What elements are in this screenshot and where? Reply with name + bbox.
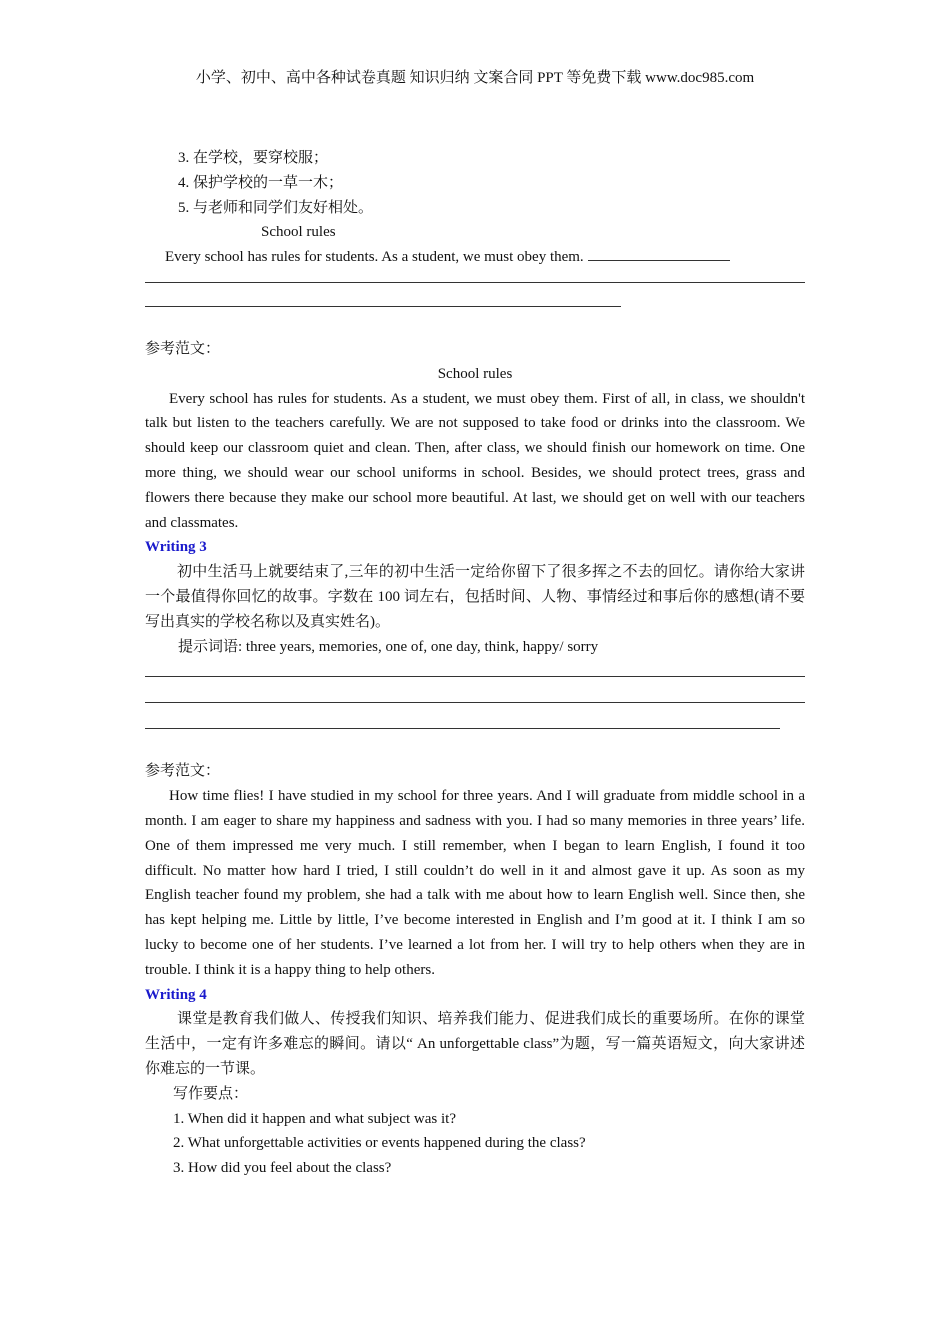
page-header: 小学、初中、高中各种试卷真题 知识归纳 文案合同 PPT 等免费下载 www.doc985.com <box>195 70 755 86</box>
points-label: 写作要点： <box>173 1085 249 1102</box>
essay-starter: Every school has rules for students. As a student, we must obey them. <box>165 249 584 266</box>
answer-blank <box>588 246 730 261</box>
section-heading: Writing 4 <box>145 986 207 1003</box>
list-item: 4. 保护学校的一草一木； <box>178 174 344 191</box>
list-item: 2. What unforgettable activities or events happened during the class? <box>173 1135 586 1152</box>
sample-essay: Every school has rules for students. As a student, we must obey them. First of all, in class, we shouldn't talk but listen to the teachers carefully. We are not supposed to take food or drinks into the classroom. We should keep our classroom quiet and clean. Then, after class, we should finish our homework on time. One more thing, we should wear our school uniforms in school. Besides, we should protect trees, grass and flowers there because they make our school more beautiful. At last, we should get on well with our teachers and classmates. <box>145 390 805 531</box>
list-item: 1. When did it happen and what subject was it? <box>173 1110 456 1127</box>
document-body <box>145 146 805 1181</box>
list-item: 3. How did you feel about the class? <box>173 1160 392 1177</box>
essay-title: School rules <box>261 224 336 241</box>
writing-prompt: 课堂是教育我们做人、传授我们知识、培养我们能力、促进我们成长的重要场所。在你的课堂生活中，一定有许多难忘的瞬间。请以“ An unforgettable class”为题，写一篇英语短文，向大家讲述你难忘的一节课。 <box>145 1011 805 1077</box>
sample-title: School rules <box>437 365 513 382</box>
section-heading: Writing 3 <box>145 539 207 556</box>
sample-label: 参考范文： <box>145 763 221 780</box>
writing-prompt: 初中生活马上就要结束了,三年的初中生活一定给你留下了很多挥之不去的回忆。请你给大家讲一个最值得你回忆的故事。字数在 100 词左右，包括时间、人物、事情经过和事后你的感想(请不要写出真实的学校名称以及真实姓名)。 <box>145 564 805 630</box>
sample-essay: How time flies! I have studied in my school for three years. And I will graduate from middle school in a month. I am eager to share my happiness and sadness with you. I had so many memories in three years’ life. One of them impressed me very much. I still remember, when I began to learn English, I found it too difficult. No matter how hard I tried, I still couldn’t do well in it and almost gave it up. As soon as my English teacher found my problem, she had a talk with me about how to learn English well. Since then, she has kept helping me. Little by little, I’ve become interested in English and I’m good at it. I think I am so lucky to become one of her students. I’ve learned a lot from her. I will try to help others when they are in trouble. I think it is a happy thing to help others. <box>145 788 805 978</box>
list-item: 3. 在学校，要穿校服； <box>178 150 329 166</box>
list-item: 5. 与老师和同学们友好相处。 <box>178 199 374 216</box>
hint-words: 提示词语: three years, memories, one of, one day, think, happy/ sorry <box>178 638 599 655</box>
essay-starter-line <box>145 245 805 270</box>
sample-label: 参考范文： <box>145 340 221 357</box>
